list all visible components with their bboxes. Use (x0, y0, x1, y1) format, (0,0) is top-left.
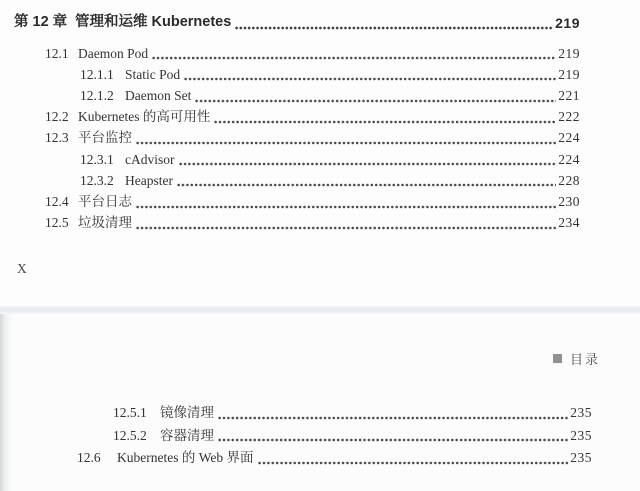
entry-title: Kubernetes 的高可用性 (78, 109, 211, 125)
dot-leader (235, 26, 553, 30)
toc-entry (80, 61, 580, 82)
dot-leader (136, 226, 556, 230)
dot-leader (258, 461, 569, 465)
toc-entries-page2 (0, 398, 592, 466)
dot-leader (136, 205, 556, 209)
running-header-label: 目录 (569, 352, 600, 367)
entry-number: 12.6 (77, 450, 101, 466)
chapter-page-number: 219 (555, 14, 580, 31)
toc-entry (45, 188, 580, 209)
page-folio-number: X (17, 261, 28, 276)
entry-number: 12.3.1 (80, 151, 114, 167)
entry-page-number: 222 (558, 109, 580, 125)
square-bullet-icon (553, 354, 562, 363)
toc-entry (80, 82, 580, 103)
entry-title: 平台日志 (78, 193, 132, 209)
running-header (553, 349, 600, 368)
toc-page-2 (0, 314, 640, 491)
dot-leader (136, 141, 556, 145)
entry-page-number: 224 (558, 151, 580, 167)
entry-title: Daemon Pod (78, 45, 149, 61)
entry-page-number: 224 (558, 130, 580, 146)
dot-leader (152, 56, 556, 60)
entry-title: Heapster (125, 172, 173, 188)
toc-entry (80, 167, 580, 188)
entry-title: 容器清理 (160, 427, 214, 443)
page-separator (0, 306, 640, 314)
entry-title: 平台监控 (78, 130, 132, 146)
entry-page-number: 219 (558, 45, 580, 61)
entry-number: 12.1.1 (80, 66, 114, 82)
entry-number: 12.1 (45, 45, 69, 61)
toc-entry (113, 421, 592, 444)
entry-page-number: 228 (558, 172, 580, 188)
toc-chapter-row (14, 10, 580, 31)
entry-title: Daemon Set (125, 87, 192, 103)
entry-title: Kubernetes 的 Web 界面 (117, 450, 254, 466)
entry-title: cAdvisor (125, 151, 175, 167)
entry-number: 12.5 (45, 215, 69, 231)
toc-entry (77, 443, 592, 466)
entry-number: 12.4 (45, 193, 69, 209)
dot-leader (179, 162, 557, 166)
entry-number: 12.5.2 (113, 427, 147, 443)
dot-leader (218, 438, 568, 442)
entry-page-number: 235 (570, 427, 592, 443)
dot-leader (184, 77, 556, 81)
entry-page-number: 235 (570, 450, 592, 466)
entry-title: 垃圾清理 (78, 215, 132, 231)
entry-title: Static Pod (125, 66, 181, 82)
entry-page-number: 219 (558, 66, 580, 82)
dot-leader (177, 183, 556, 187)
entry-number: 12.3.2 (80, 172, 114, 188)
entry-page-number: 221 (558, 87, 580, 103)
toc-entry (45, 210, 580, 231)
toc-entry (80, 146, 580, 167)
dot-leader (218, 416, 568, 420)
entry-page-number: 235 (570, 405, 592, 421)
toc-entry (45, 40, 580, 61)
toc-entry (45, 125, 580, 146)
entry-number: 12.2 (45, 109, 69, 125)
entry-title: 镜像清理 (160, 405, 214, 421)
toc-entries-page1 (0, 40, 580, 231)
entry-page-number: 230 (558, 193, 580, 209)
dot-leader (214, 120, 556, 124)
toc-entry (113, 398, 592, 421)
entry-page-number: 234 (558, 215, 580, 231)
chapter-number: 第 12 章 (14, 14, 68, 31)
entry-number: 12.1.2 (80, 87, 114, 103)
toc-entry (45, 104, 580, 125)
dot-leader (195, 99, 556, 103)
entry-number: 12.3 (45, 130, 69, 146)
chapter-title: 管理和运维 Kubernetes (75, 14, 232, 31)
entry-number: 12.5.1 (113, 405, 147, 421)
